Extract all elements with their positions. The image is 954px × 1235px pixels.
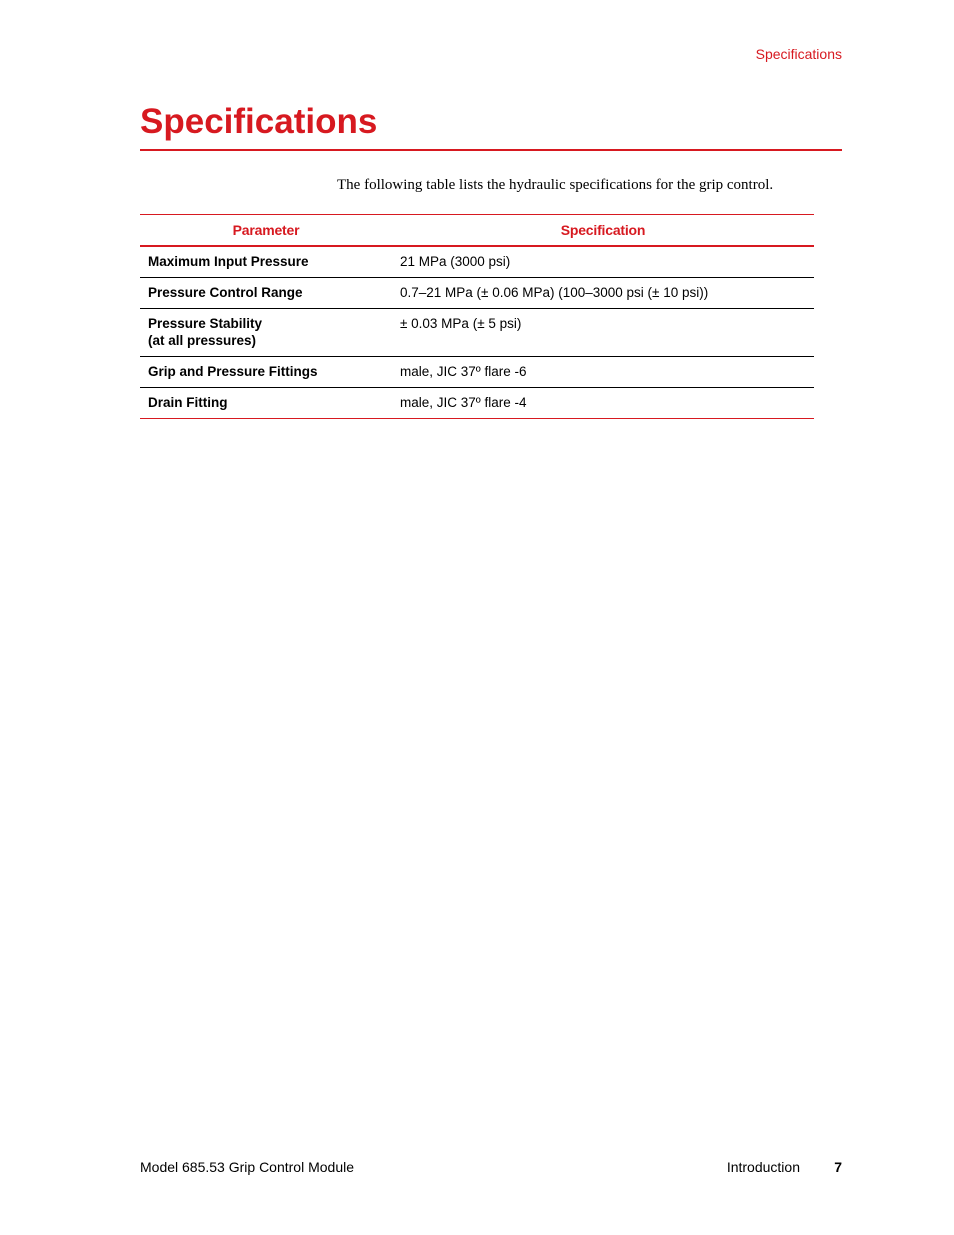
page-number: 7	[834, 1159, 842, 1175]
table-row	[140, 388, 814, 419]
parameter-name: Drain Fitting	[148, 395, 228, 410]
footer-document-title: Model 685.53 Grip Control Module	[140, 1159, 355, 1175]
table-row	[140, 357, 814, 388]
table-row	[140, 309, 814, 357]
specification-cell: male, JIC 37º flare -4	[392, 388, 814, 419]
column-header-parameter: Parameter	[140, 215, 392, 247]
footer-section-name: Introduction	[726, 1159, 800, 1175]
parameter-cell	[140, 309, 392, 357]
parameter-cell	[140, 246, 392, 278]
title-rule	[140, 149, 842, 151]
parameter-cell	[140, 388, 392, 419]
table-header-row	[140, 215, 814, 247]
specification-cell: ± 0.03 MPa (± 5 psi)	[392, 309, 814, 357]
parameter-name: Pressure Control Range	[148, 285, 303, 300]
table-row	[140, 246, 814, 278]
specification-cell: male, JIC 37º flare -6	[392, 357, 814, 388]
parameter-name: Pressure Stability	[148, 316, 263, 331]
page-title: Specifications	[140, 102, 378, 141]
parameter-qualifier: (at all pressures)	[148, 333, 257, 348]
specification-cell: 21 MPa (3000 psi)	[392, 246, 814, 278]
running-header: Specifications	[755, 46, 842, 62]
specification-cell: 0.7–21 MPa (± 0.06 MPa) (100–3000 psi (± 10 psi))	[392, 278, 814, 309]
table-row	[140, 278, 814, 309]
parameter-name: Grip and Pressure Fittings	[148, 364, 318, 379]
parameter-cell	[140, 278, 392, 309]
column-header-specification: Specification	[392, 215, 814, 247]
intro-paragraph: The following table lists the hydraulic specifications for the grip control.	[337, 177, 774, 193]
parameter-name: Maximum Input Pressure	[148, 254, 309, 269]
parameter-cell	[140, 357, 392, 388]
specifications-table	[140, 214, 814, 419]
